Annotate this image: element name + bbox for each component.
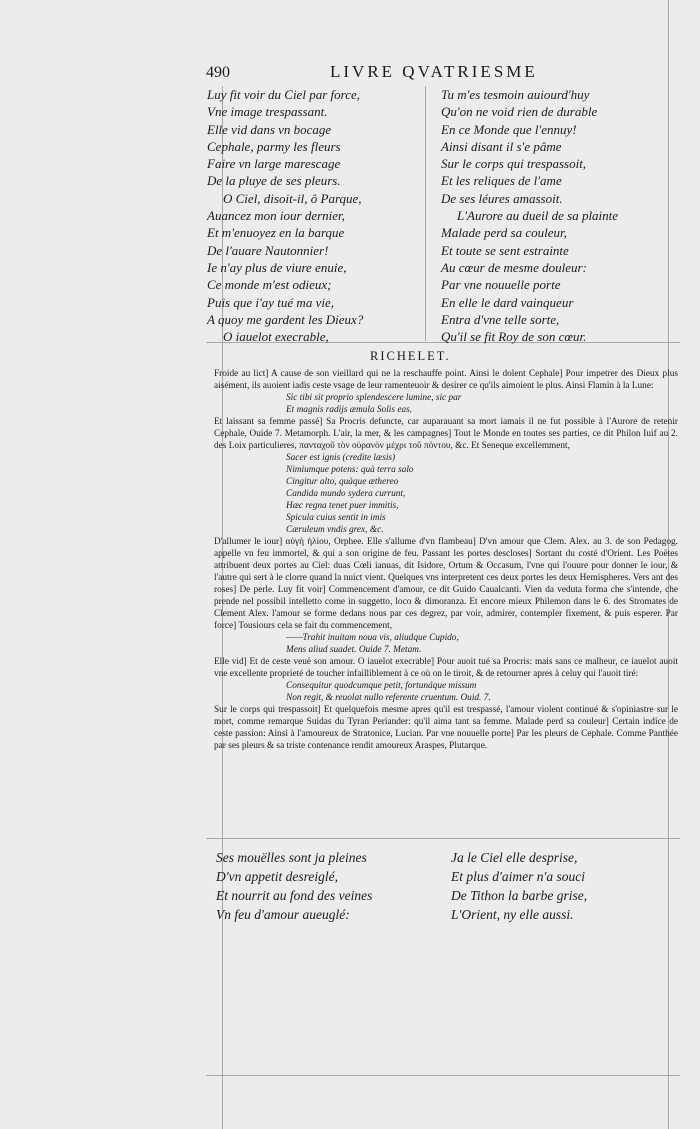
commentary-quote: Nimiumque potens: quà terra salo	[286, 465, 414, 475]
page-title: LIVRE QVATRIESME	[330, 62, 538, 81]
verse-line: Qu'il se fit Roy de son cœur.	[441, 329, 587, 345]
page-number: 490	[206, 64, 230, 81]
verse-line: Par vne nouuelle porte	[441, 277, 561, 293]
verse-line: Ce monde m'est odieux;	[207, 277, 332, 293]
verse-line: Ainsi disant il s'e pâme	[441, 138, 562, 154]
commentary-paragraph: Sur le corps qui trespassoit] Et quelquefois mesme apres qu'il est trespassé, l'amour violent continué & s'opiniastre sur le mort, comme remarque Suidas du Tyran Periander: qu'il aima tant sa femme. Malade perd sa couleur] Certain indice de ceste passion: Ainsi à l'amoureux de Stratonice, Lucian. Par vne nouuelle porte] Par les pleurs de Cephale. Comme Panthée par ses pleurs & sa triste contenance rendit amoureux Araspes, Plutarque.	[214, 705, 678, 751]
commentary-block	[214, 368, 678, 752]
verse-right-top	[441, 86, 618, 345]
verse-line: Et nourrit au fond des veines	[216, 888, 373, 903]
verse-line: Faire vn large marescage	[207, 156, 341, 172]
verse-line: Vn feu d'amour aueuglé:	[216, 907, 350, 922]
verse-line: Luy fit voir du Ciel par force,	[207, 87, 360, 102]
commentary-quote: Hæc regna tenet puer immitis,	[286, 501, 399, 511]
verse-line: Qu'on ne void rien de durable	[441, 104, 598, 120]
commentary-quote: Spicula cuius sentit in imis	[286, 513, 386, 523]
verse-line: De l'auare Nautonnier!	[207, 242, 329, 258]
commentary-quote: Sacer est ignis (credite læsis)	[286, 453, 396, 463]
footer-rule	[206, 1075, 680, 1076]
commentary-paragraph: D'allumer le iour] αὐγὴ ἡλίου, Orphee. Elle s'allume d'vn flambeau] D'vn amour que Clem. Alex. au 3. de son Pedagog. appelle vn feu immortel, & qui a son origine de feu. Passant les portes descloses] Sortant du costé d'Orient. Les Poëtes attribuent deux portes au Ciel: duas Cœli ianuas, dit Isidore, Ortum & Occasum, l'vne qui l'ouure pour donner le iour, & l'autre qui sert à le clorre quand la nuict vient. Quelques vns interpretent ces deux portes les deux Hemispheres. Vers ant des roses] De perle. Luy fit voir] Commencement d'amour, ce dit Guido Caualcanti. Vien da veduta forma che s'intende, che prende nel possibil intelletto come in suggetto, loco & dimoranza. Et encore mieux Philemon dans le 6. des Stromates de Clement Alex. l'amour se forme dedans nous par ces degrez, par voir, admirer, contempler fixement, & puis esperer. Par force] Tousiours cela se fait du commencement,	[214, 537, 678, 631]
commentary-quote: Cæruleum vndis grex, &c.	[286, 525, 384, 535]
commentary-paragraph: Froide au lict] A cause de son vieillard qui ne la reschauffe point. Ainsi le dolent Cephale] Pour impetrer des Dieux plus aisément, ils auoient iadis ceste vsage de leur ramenteuoir & desirer ce qu'ils aimoient le plus. Ainsi Flamin à la Lune:	[214, 369, 678, 391]
verse-line: O iauelot execrable,	[223, 329, 329, 345]
verse-line: Puis que i'ay tué ma vie,	[207, 294, 334, 310]
verse-line: De ses léures amassoit.	[441, 190, 563, 206]
verse-line: Auancez mon iour dernier,	[207, 208, 345, 224]
commentary-quote: Consequitur quodcumque petit, fortunáque missum	[286, 681, 477, 691]
verse-line: Et plus d'aimer n'a souci	[451, 869, 586, 884]
verse-line: Et toute se sent estrainte	[441, 242, 569, 258]
verse-line: L'Aurore au dueil de sa plainte	[457, 208, 619, 224]
verse-line: Et les reliques de l'ame	[441, 173, 562, 189]
verse-line: Ja le Ciel elle desprise,	[451, 850, 578, 865]
verse-line: Cephale, parmy les fleurs	[207, 138, 341, 154]
column-divider-rule	[425, 86, 426, 341]
commentary-quote: ——Trahit inuitam noua vis, aliudque Cupido,	[286, 633, 459, 643]
commentary-quote: Mens aliud suadet. Ouide 7. Metam.	[286, 645, 422, 655]
commentary-quote: Et magnis radijs æmula Solis eas.	[286, 405, 413, 415]
verse-line: Et m'enuoyez en la barque	[207, 225, 345, 241]
verse-line: Tu m'es tesmoin auiourd'huy	[441, 87, 590, 102]
verse-left-bottom	[216, 848, 372, 924]
verse-line: De la pluye de ses pleurs.	[207, 173, 341, 189]
verse-right-bottom	[451, 848, 587, 924]
commentary-quote: Sic tibi sit proprio splendescere lumine, sic par	[286, 393, 462, 403]
verse-line: A quoy me gardent les Dieux?	[207, 311, 364, 327]
verse-line: D'vn appetit desreiglé,	[216, 869, 338, 884]
commentary-quote: Non regit, & reuolat nullo referente cruentum. Ouid. 7.	[286, 693, 491, 703]
verse-line: Au cœur de mesme douleur:	[441, 259, 587, 275]
verse-line: Entra d'vne telle sorte,	[441, 311, 560, 327]
commentary-quote: Candida mundo sydera currunt,	[286, 489, 406, 499]
commentary-paragraph: Et laissant sa femme passé] Sa Procris defuncte, car auparauant sa mort iamais il ne fut possible à l'Aurore de retenir Cephale, Ouide 7. Metamorph. L'air, la mer, & les campagnes] Tout le Monde en toutes ses parties, ce dit Philon Iuif au 2. des Loix particulieres, πανταχοῦ τὸν οὐρανὸν μέχρι τοῦ πόντου, &c. Et Seneque excellemment,	[214, 417, 678, 451]
page-header	[206, 64, 626, 84]
commentary-quote: Cingitur alto, quàque æthereo	[286, 477, 399, 487]
verse-line: Vne image trespassant.	[207, 104, 328, 120]
commentary-paragraph: Elle vid] Et de ceste veuë son amour. O iauelot execrable] Pour auoit tué sa Procris: mais sans ce malheur, ce iauelot auoit vne excellente proprieté de toucher infailliblement à ce où on le tiroit, & de retourner apres à celuy qui l'auoit tiré:	[214, 657, 678, 679]
verse-line: De Tithon la barbe grise,	[451, 888, 588, 903]
verse-line: Malade perd sa couleur,	[441, 225, 567, 241]
section-title: RICHELET.	[370, 349, 451, 363]
verse-line: Elle vid dans vn bocage	[207, 121, 332, 137]
verse-line: L'Orient, ny elle aussi.	[451, 907, 574, 922]
verse-line: En elle le dard vainqueur	[441, 294, 574, 310]
verse-line: En ce Monde que l'ennuy!	[441, 121, 577, 137]
verse-line: Ses mouëlles sont ja pleines	[216, 850, 367, 865]
verse-left-top	[207, 86, 363, 345]
verse-line: O Ciel, disoit-il, ô Parque,	[223, 190, 362, 206]
section-bottom-rule	[206, 838, 680, 839]
verse-line: Ie n'ay plus de viure enuie,	[207, 259, 347, 275]
verse-line: Sur le corps qui trespassoit,	[441, 156, 587, 172]
